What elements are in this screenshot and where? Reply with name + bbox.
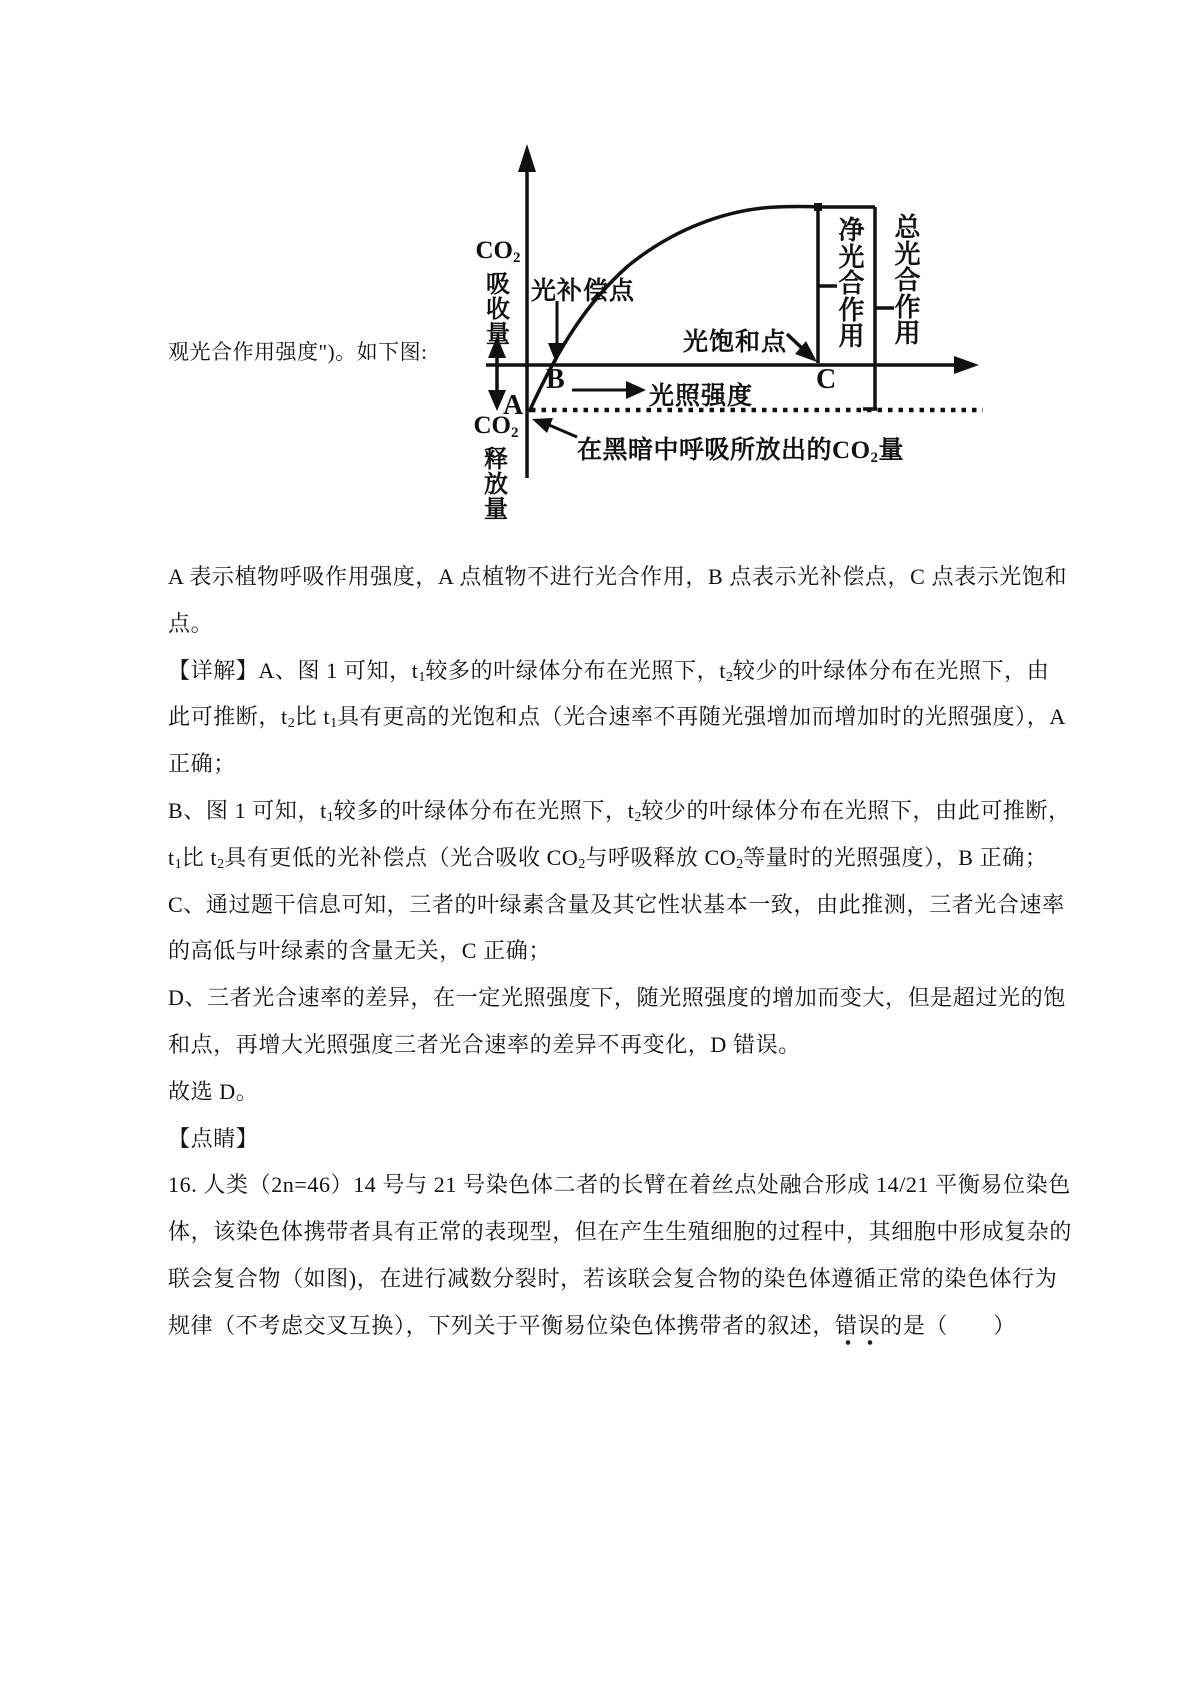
point-c-label: C <box>816 364 837 395</box>
co2-absorption-gas: $CO_2$ <box>475 237 521 266</box>
text-segment: 此可推断，t <box>168 704 288 730</box>
caption-left: 观光合作用强度")。如下图: <box>168 340 428 364</box>
text-line <box>168 554 1068 601</box>
text-segment: 正确； <box>168 751 236 777</box>
text-line <box>168 1209 1073 1256</box>
subscript-text: 2 <box>634 809 642 825</box>
text-segment: 具有更高的光饱和点（光合速率不再随光强增加而增加时的光照强度），A <box>337 704 1066 730</box>
text-segment: C、通过题干信息可知，三者的叶绿素含量及其它性状基本一致，由此推测，三者光合速率 <box>168 891 1065 917</box>
text-line <box>168 741 1068 788</box>
text-line <box>168 648 1068 695</box>
compensation-arrow-icon <box>548 343 564 363</box>
x-axis-arrow-icon <box>954 356 979 374</box>
text-segment: B、图 1 可知，t <box>168 797 327 823</box>
point-a-label: A <box>503 390 524 421</box>
text-line <box>168 928 1068 975</box>
y-axis-arrow-icon <box>518 144 536 172</box>
text-line <box>168 882 1068 929</box>
subscript-text: 1 <box>326 809 334 825</box>
text-segment: 【详解】A、图 1 可知，t <box>168 657 419 683</box>
text-line <box>168 601 1068 648</box>
text-segment: 具有更低的光补偿点（光合吸收 CO <box>224 844 579 870</box>
text-segment: 的是（ ） <box>880 1312 1016 1338</box>
subscript-text: 1 <box>418 669 426 685</box>
text-line <box>168 835 1068 882</box>
text-segment: 与呼吸释放 CO <box>585 844 737 870</box>
co2-absorption-tail: 吸收量 <box>486 272 510 348</box>
subscript-text: 1 <box>330 716 338 732</box>
text-segment: 规律（不考虑交叉互换），下列关于平衡易位染色体携带者的叙述， <box>168 1312 836 1338</box>
text-segment: 故选 D。 <box>168 1078 259 1104</box>
point-b-label: B <box>546 364 565 395</box>
text-segment: 较多的叶绿体分布在光照下，t <box>425 657 726 683</box>
b-arrow-icon <box>626 381 646 399</box>
text-line <box>168 1162 1071 1209</box>
text-segment: 联会复合物（如图)，在进行减数分裂时，若该联会复合物的染色体遵循正常的染色体行为 <box>168 1265 1058 1291</box>
light-compensation-label: 光补偿点 <box>531 278 636 305</box>
text-segment: 和点，再增大光照强度三者光合速率的差异不再变化，D 错误。 <box>168 1031 801 1057</box>
text-segment: 点。 <box>168 610 214 636</box>
dark-arrow-icon <box>532 418 553 433</box>
co2-release-axis-label <box>466 413 526 523</box>
co2-absorption-axis-label <box>468 238 528 348</box>
subscript-text: 2 <box>736 856 744 872</box>
subscript-text: 1 <box>174 856 182 872</box>
text-segment: 体，该染色体携带者具有正常的表现型，但在产生生殖细胞的过程中，其细胞中形成复杂的 <box>168 1219 1073 1245</box>
text-line <box>168 1022 1068 1069</box>
text-segment: 等量时的光照强度），B 正确； <box>743 844 1048 870</box>
text-segment: D、三者光合速率的差异，在一定光照强度下，随光照强度的增加而变大，但是超过光的饱 <box>168 985 1066 1011</box>
net-photosynthesis-label: 净光合作用 <box>838 216 865 351</box>
text-line <box>168 1116 1068 1163</box>
text-segment: 比 t <box>294 704 331 730</box>
text-line <box>168 694 1068 741</box>
text-line <box>168 1303 1068 1350</box>
subscript-text: 2 <box>217 856 225 872</box>
subscript-text: 2 <box>725 669 733 685</box>
text-segment: t <box>168 844 175 870</box>
text-line <box>168 1256 1068 1303</box>
text-line <box>168 975 1068 1022</box>
text-segment: 的高低与叶绿素的含量无关，C 正确； <box>168 938 551 964</box>
subscript-text: 2 <box>287 716 295 732</box>
text-line <box>168 1069 1068 1116</box>
text-segment: 16. 人类（2n=46）14 号与 21 号染色体二者的长臂在着丝点处融合形成 14/21 平衡易位染色 <box>168 1172 1071 1198</box>
answer-explanation-text <box>168 554 1073 1350</box>
light-saturation-label: 光饱和点 <box>683 329 788 356</box>
dark-respiration-label: 在黑暗中呼吸所放出的$CO_2$量 <box>577 437 905 466</box>
text-segment: 较多的叶绿体分布在光照下，t <box>333 797 635 823</box>
co2-release-gas: $CO_2$ <box>473 412 519 441</box>
subscript-text: 2 <box>578 856 586 872</box>
text-segment: 较少的叶绿体分布在光照下，由 <box>732 657 1050 683</box>
text-segment: 【点睛】 <box>168 1125 259 1151</box>
gross-photosynthesis-label: 总光合作用 <box>894 213 921 348</box>
text-line <box>168 788 1071 835</box>
emphasized-text: 错误 <box>835 1313 880 1347</box>
text-segment: A 表示植物呼吸作用强度，A 点植物不进行光合作用，B 点表示光补偿点，C 点表示光饱和 <box>168 564 1068 589</box>
text-segment: 较少的叶绿体分布在光照下，由此可推断， <box>641 797 1071 823</box>
dark-arrow-shaft <box>549 425 577 437</box>
light-intensity-axis-label: 光照强度 <box>649 383 754 410</box>
text-segment: 比 t <box>181 844 218 870</box>
co2-release-tail: 释放量 <box>484 447 508 523</box>
